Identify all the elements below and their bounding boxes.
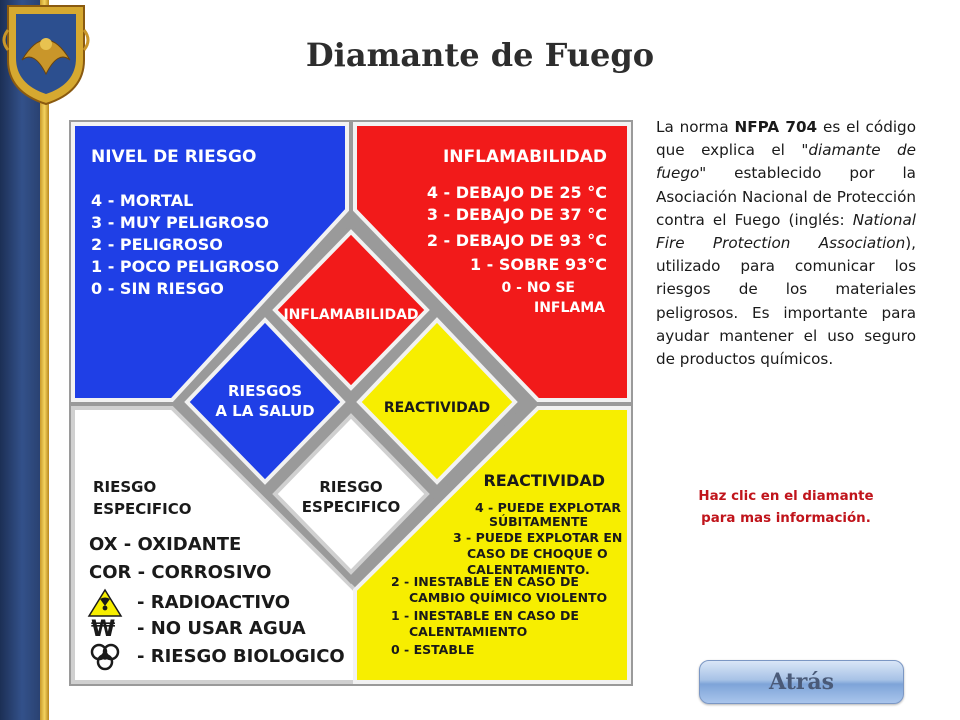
- fire-diamond[interactable]: [69, 120, 633, 686]
- svg-text:₩: ₩: [91, 617, 116, 642]
- red-item: 0 - NO SE: [501, 280, 575, 296]
- center-red-label: INFLAMABILIDAD: [283, 307, 419, 323]
- white-panel-title: RIESGO: [93, 478, 157, 496]
- blue-item: 0 - SIN RIESGO: [91, 279, 224, 298]
- center-blue-label: RIESGOS: [227, 382, 303, 400]
- yellow-item: CALENTAMIENTO: [409, 624, 528, 639]
- yellow-item: SÚBITAMENTE: [489, 514, 589, 529]
- yellow-item: 0 - ESTABLE: [391, 642, 475, 657]
- red-item: 4 - DEBAJO DE 25 °C: [426, 183, 607, 202]
- yellow-item: CASO DE CHOQUE O: [467, 546, 608, 561]
- blue-item: 4 - MORTAL: [91, 191, 194, 210]
- click-hint-line: para mas información.: [701, 511, 871, 526]
- white-item: - NO USAR AGUA: [137, 618, 306, 639]
- yellow-item: 2 - INESTABLE EN CASO DE: [391, 574, 579, 589]
- blue-item: 3 - MUY PELIGROSO: [91, 213, 269, 232]
- left-gold-stripe: [40, 0, 49, 720]
- click-hint: [656, 486, 916, 530]
- page-title: Diamante de Fuego: [305, 36, 655, 74]
- center-white-label: RIESGO: [319, 478, 383, 496]
- nfpa-description: La norma NFPA 704 es el código que explica el "diamante de fuego" establecido por la Asociación Nacional de Protección contra el Fuego (inglés: National Fire Protection Association), utilizado para comunicar los riesgos de los materiales peligrosos. Es importante para ayudar mantener el uso seguro de productos químicos.: [656, 118, 916, 369]
- back-button-label: Atrás: [768, 669, 835, 695]
- blue-panel-title: NIVEL DE RIESGO: [91, 147, 257, 167]
- red-panel-title: INFLAMABILIDAD: [442, 147, 607, 167]
- yellow-item: CALENTAMIENTO.: [467, 562, 590, 577]
- center-blue-label: A LA SALUD: [215, 402, 315, 420]
- white-item: OX - OXIDANTE: [89, 534, 242, 555]
- left-navy-band: [0, 0, 40, 720]
- blue-item: 2 - PELIGROSO: [91, 235, 223, 254]
- white-item: - RIESGO BIOLOGICO: [137, 646, 345, 667]
- white-panel-title: ESPECIFICO: [93, 500, 192, 518]
- white-item: COR - CORROSIVO: [89, 562, 272, 583]
- back-button[interactable]: [699, 660, 904, 704]
- yellow-panel-title: REACTIVIDAD: [483, 471, 605, 490]
- yellow-item: CAMBIO QUÍMICO VIOLENTO: [409, 590, 608, 605]
- no-water-icon: [91, 617, 115, 642]
- red-item: 1 - SOBRE 93°C: [469, 255, 607, 274]
- yellow-item: 3 - PUEDE EXPLOTAR EN: [453, 530, 623, 545]
- click-hint-line: Haz clic en el diamante: [698, 489, 874, 504]
- red-item: INFLAMA: [533, 300, 605, 316]
- center-white-label: ESPECIFICO: [301, 498, 401, 516]
- center-yellow-label: REACTIVIDAD: [383, 400, 491, 416]
- white-item: - RADIOACTIVO: [137, 592, 291, 613]
- red-item: 3 - DEBAJO DE 37 °C: [426, 205, 607, 224]
- yellow-item: 1 - INESTABLE EN CASO DE: [391, 608, 579, 623]
- red-item: 2 - DEBAJO DE 93 °C: [426, 231, 607, 250]
- blue-item: 1 - POCO PELIGROSO: [91, 257, 280, 276]
- yellow-item: 4 - PUEDE EXPLOTAR: [475, 500, 622, 515]
